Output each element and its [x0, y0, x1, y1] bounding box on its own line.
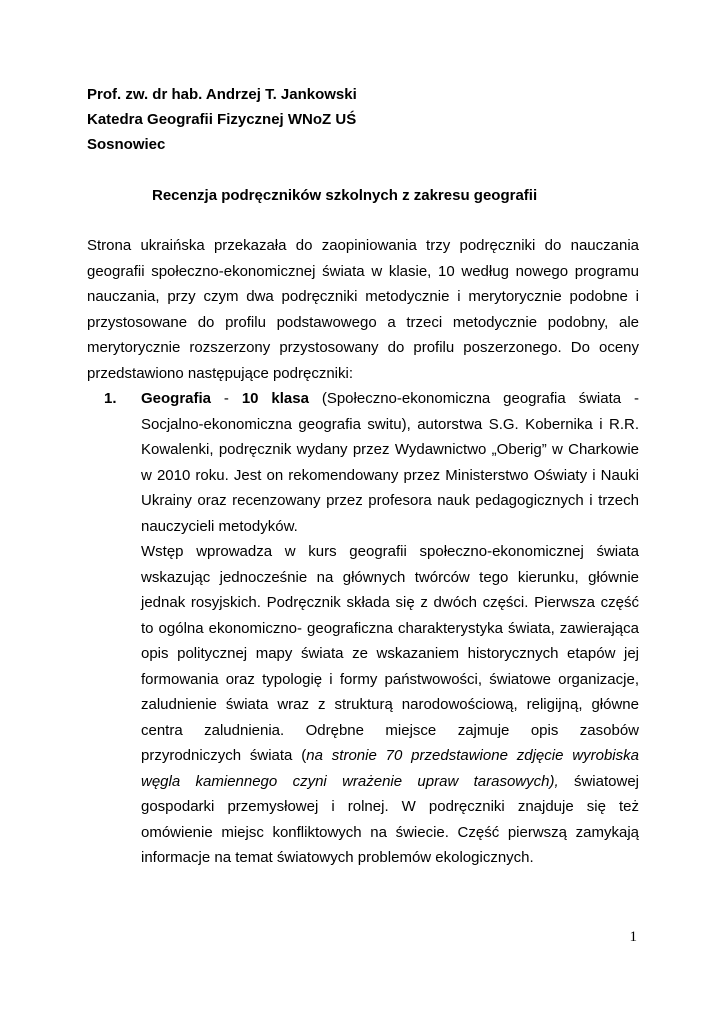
paragraph-2-start: Wstęp wprowadza w kurs geografii społeczno-ekonomicznej świata wskazując jednocześnie na głównych twórców tego kierunku, głównie jednak rosyjskich. Podręcznik składa się z dwóch części. Pierwsza część to ogólna ekonomiczno- geograficzna charakterystyka świata, zawierająca opis politycznej mapy świata ze wskazaniem historycznych etapów jej formowania oraz typologię i formy państwowości, światowe organizacje, zaludnienie świata wraz z strukturą narodowościową, religijną, główne centra zaludnienia. Odrębne miejsce zajmuje opis zasobów przyrodniczych świata ( [141, 543, 639, 764]
author-block [87, 82, 357, 157]
intro-paragraph: Strona ukraińska przekazała do zaopiniowania trzy podręczniki do nauczania geografii społeczno-ekonomicznej świata w klasie, 10 według nowego programu nauczania, przy czym dwa podręczniki metodycznie i merytorycznie podobne i przystosowane do profilu podstawowego a trzeci metodycznie podobny, ale merytorycznie rozszerzony przystosowany do profilu poszerzonego. Do oceny przedstawiono następujące podręczniki: [87, 237, 639, 382]
textbook-class: 10 klasa [241, 390, 309, 407]
paragraph-2-italic: na stronie 70 przedstawione zdjęcie wyrobiska węgla kamiennego czyni wrażenie upraw tarasowych), [141, 747, 639, 790]
title-separator: - [211, 390, 242, 407]
page-number: 1 [629, 929, 637, 945]
document-title: Recenzja podręczników szkolnych z zakresu geografii [152, 187, 538, 204]
list-item-paragraph-1 [141, 386, 639, 539]
paragraph-1-text: (Społeczno-ekonomiczna geografia świata - Socjalno-ekonomiczna geografia switu), autorstwa S.G. Kobernika i R.R. Kowalenki, podręcznik wydany przez Wydawnictwo „Oberig” w Charkowie w 2010 roku. Jest on rekomendowany przez Ministerstwo Oświaty i Nauki Ukrainy oraz recenzowany przez profesora nauk pedagogicznych i trzech nauczycieli metodyków. [141, 390, 639, 535]
list-item-paragraph-2 [141, 539, 639, 871]
list-item [104, 386, 639, 871]
author-department: Katedra Geografii Fizycznej WNoZ UŚ [87, 111, 357, 128]
textbook-title: Geografia [141, 390, 212, 407]
paragraph-2-end: światowej gospodarki przemysłowej i rolnej. W podręczniki znajduje się też omówienie miejsc konfliktowych na świecie. Część pierwszą zamykają informacje na temat światowych problemów ekologicznych. [141, 772, 639, 866]
list-item-number: 1. [104, 390, 117, 407]
list-item-body [141, 386, 639, 871]
author-name: Prof. zw. dr hab. Andrzej T. Jankowski [87, 86, 357, 103]
author-city: Sosnowiec [87, 136, 166, 153]
